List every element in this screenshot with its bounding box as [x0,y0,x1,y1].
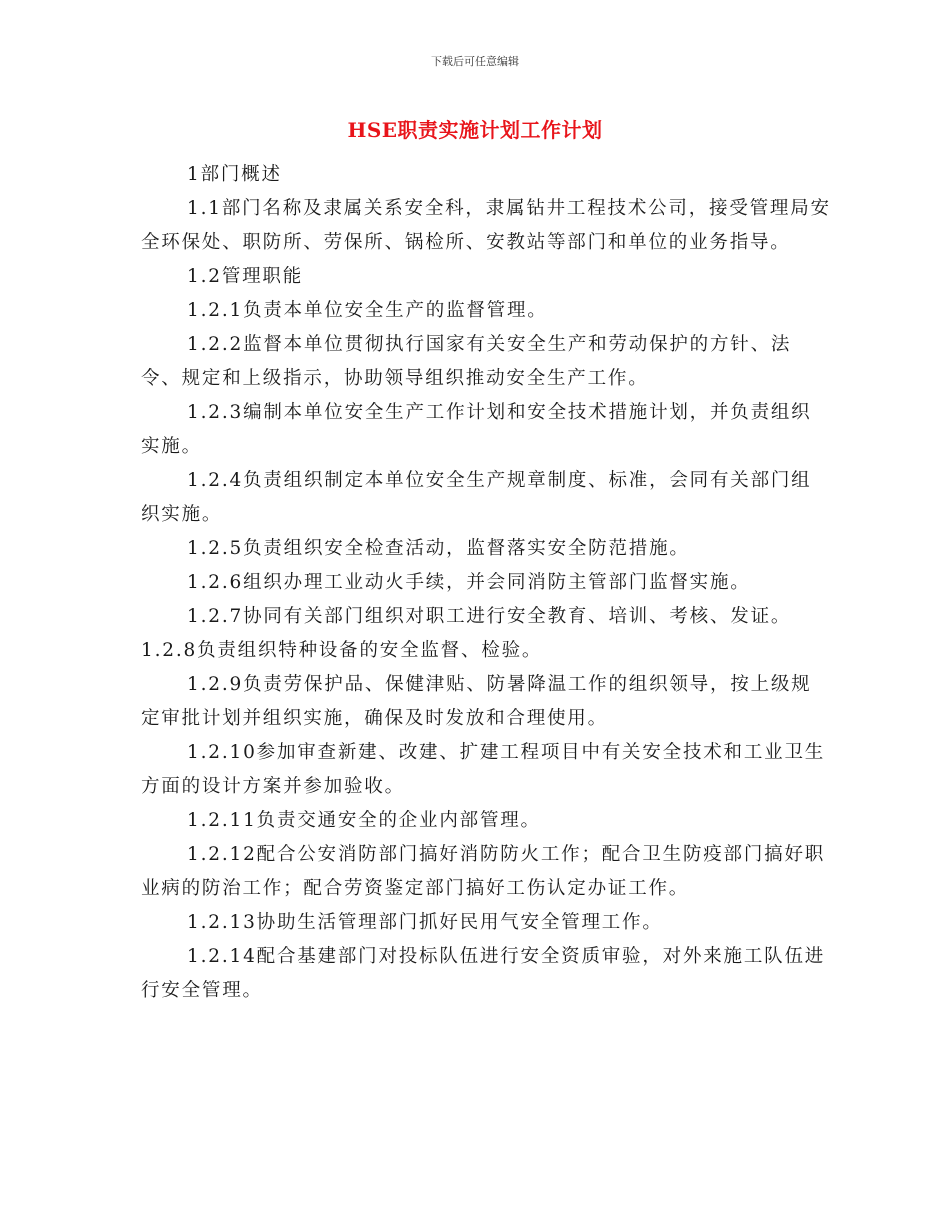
paragraph: 1.2.4负责组织制定本单位安全生产规章制度、标准，会同有关部门组织实施。 [141,470,812,525]
paragraph: 1.2.3编制本单位安全生产工作计划和安全技术措施计划，并负责组织实施。 [141,402,812,457]
paragraph: 1.1部门名称及隶属关系安全科，隶属钻井工程技术公司，接受管理局安全环保处、职防所、劳保所、锅检所、安教站等部门和单位的业务指导。 [141,198,831,253]
paragraph: 1.2.13协助生活管理部门抓好民用气安全管理工作。 [187,912,663,933]
paragraph: 1.2.11负责交通安全的企业内部管理。 [187,810,541,831]
paragraph: 1.2.10参加审查新建、改建、扩建工程项目中有关安全技术和工业卫生方面的设计方案并参加验收。 [141,742,826,797]
paragraph: 1.2.9负责劳保护品、保健津贴、防暑降温工作的组织领导，按上级规定审批计划并组织实施，确保及时发放和合理使用。 [141,674,812,729]
section-heading: 1部门概述 [187,164,282,185]
paragraph: 1.2.12配合公安消防部门搞好消防防火工作；配合卫生防疫部门搞好职业病的防治工作；配合劳资鉴定部门搞好工伤认定办证工作。 [141,844,826,899]
paragraph: 1.2.7协同有关部门组织对职工进行安全教育、培训、考核、发证。 [187,606,792,627]
paragraph: 1.2.5负责组织安全检查活动，监督落实安全防范措施。 [187,538,690,559]
section-heading: 1.2管理职能 [187,266,304,287]
paragraph: 1.2.14配合基建部门对投标队伍进行安全资质审验，对外来施工队伍进行安全管理。 [141,946,826,1001]
document-body [141,158,831,1008]
page-header-note: 下载后可任意编辑 [431,55,519,68]
paragraph: 1.2.6组织办理工业动火手续，并会同消防主管部门监督实施。 [187,572,751,593]
paragraph: 1.2.2监督本单位贯彻执行国家有关安全生产和劳动保护的方针、法令、规定和上级指示，协助领导组织推动安全生产工作。 [141,334,792,389]
paragraph: 1.2.8负责组织特种设备的安全监督、检验。 [141,640,543,661]
document-title: HSE职责实施计划工作计划 [347,118,603,142]
paragraph: 1.2.1负责本单位安全生产的监督管理。 [187,300,548,321]
